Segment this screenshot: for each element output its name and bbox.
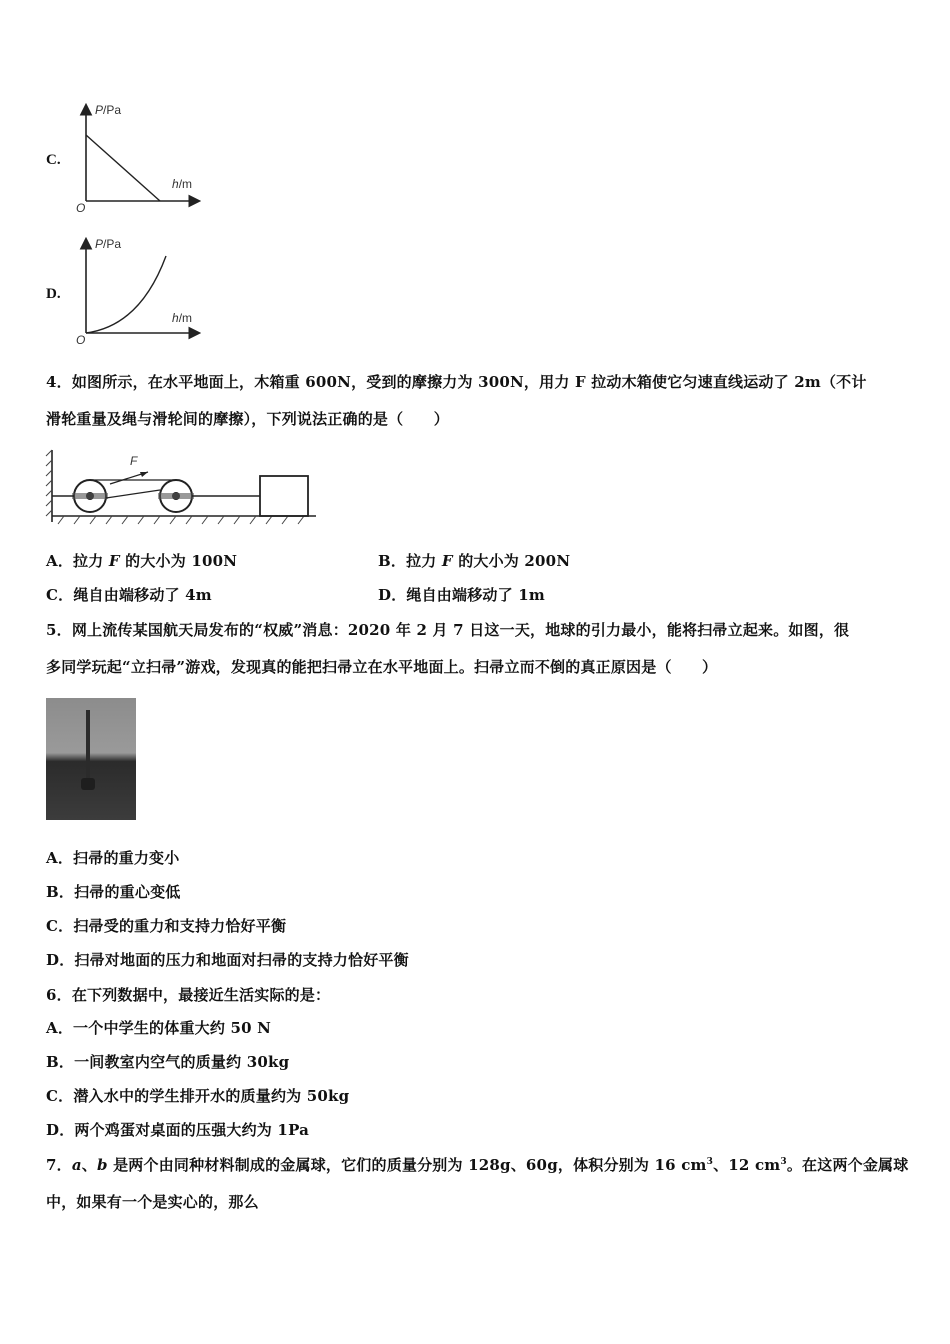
q4-stem-line2: 滑轮重量及绳与滑轮间的摩擦），下列说法正确的是（ ）	[46, 410, 449, 428]
graph-d-curve-increase	[70, 234, 210, 349]
q4-option-d: D．绳自由端移动了 1m	[378, 586, 545, 604]
broom-standing-photo	[46, 698, 136, 820]
option-c-label: C.	[46, 152, 61, 168]
graph-d-x-label: h/m	[172, 311, 193, 325]
q5-option-b: B．扫帚的重心变低	[46, 883, 181, 901]
q7-stem-line1: 7．a、b 是两个由同种材料制成的金属球，它们的质量分别为 128g、60g，体积分别为 16 $cm^3$、12 $cm^3$。在这两个金属球	[46, 1156, 909, 1174]
q6-option-c: C．潜入水中的学生排开水的质量约为 50kg	[46, 1087, 350, 1105]
q6-stem: 6．在下列数据中，最接近生活实际的是：	[46, 986, 331, 1004]
pressure-curve	[86, 256, 166, 333]
broom-head	[81, 778, 95, 790]
q4-option-b: B．拉力 F 的大小为 200N	[378, 552, 571, 570]
q4-option-a: A．拉力 F 的大小为 100N	[46, 552, 238, 570]
q5-option-c: C．扫帚受的重力和支持力恰好平衡	[46, 917, 287, 935]
q5-option-d: D．扫帚对地面的压力和地面对扫帚的支持力恰好平衡	[46, 951, 409, 969]
q5-option-a: A．扫帚的重力变小	[46, 849, 180, 867]
q5-stem-line2: 多同学玩起“立扫帚”游戏，发现真的能把扫帚立在水平地面上。扫帚立而不倒的真正原因是（ ）	[46, 658, 718, 676]
q6-option-a: A．一个中学生的体重大约 50 N	[46, 1019, 272, 1037]
q4-option-c: C．绳自由端移动了 4m	[46, 586, 212, 604]
graph-d-y-label: P/Pa	[95, 237, 122, 251]
q7-stem-line2: 中，如果有一个是实心的，那么	[46, 1193, 259, 1211]
pulley-box-figure	[44, 446, 324, 530]
broom-handle	[86, 710, 90, 780]
q6-option-b: B．一间教室内空气的质量约 30kg	[46, 1053, 290, 1071]
q4-stem-line1: 4．如图所示，在水平地面上，木箱重 600N，受到的摩擦力为 300N，用力 F 拉动木箱使它匀速直线运动了 2m（不计	[46, 373, 867, 391]
graph-c-x-label: h/m	[172, 177, 193, 191]
q6-option-d: D．两个鸡蛋对桌面的压强大约为 1Pa	[46, 1121, 310, 1139]
pressure-line	[86, 135, 160, 201]
graph-c-origin: O	[76, 201, 86, 215]
graph-d-origin: O	[76, 333, 86, 347]
q5-stem-line1: 5．网上流传某国航天局发布的“权威”消息：2020 年 2 月 7 日这一天，地球的引力最小，能将扫帚立起来。如图，很	[46, 621, 850, 639]
graph-c-linear-decrease	[70, 100, 210, 215]
graph-c-y-label: P/Pa	[95, 103, 122, 117]
option-d-label: D.	[46, 286, 61, 302]
force-f-label: F	[130, 454, 138, 468]
